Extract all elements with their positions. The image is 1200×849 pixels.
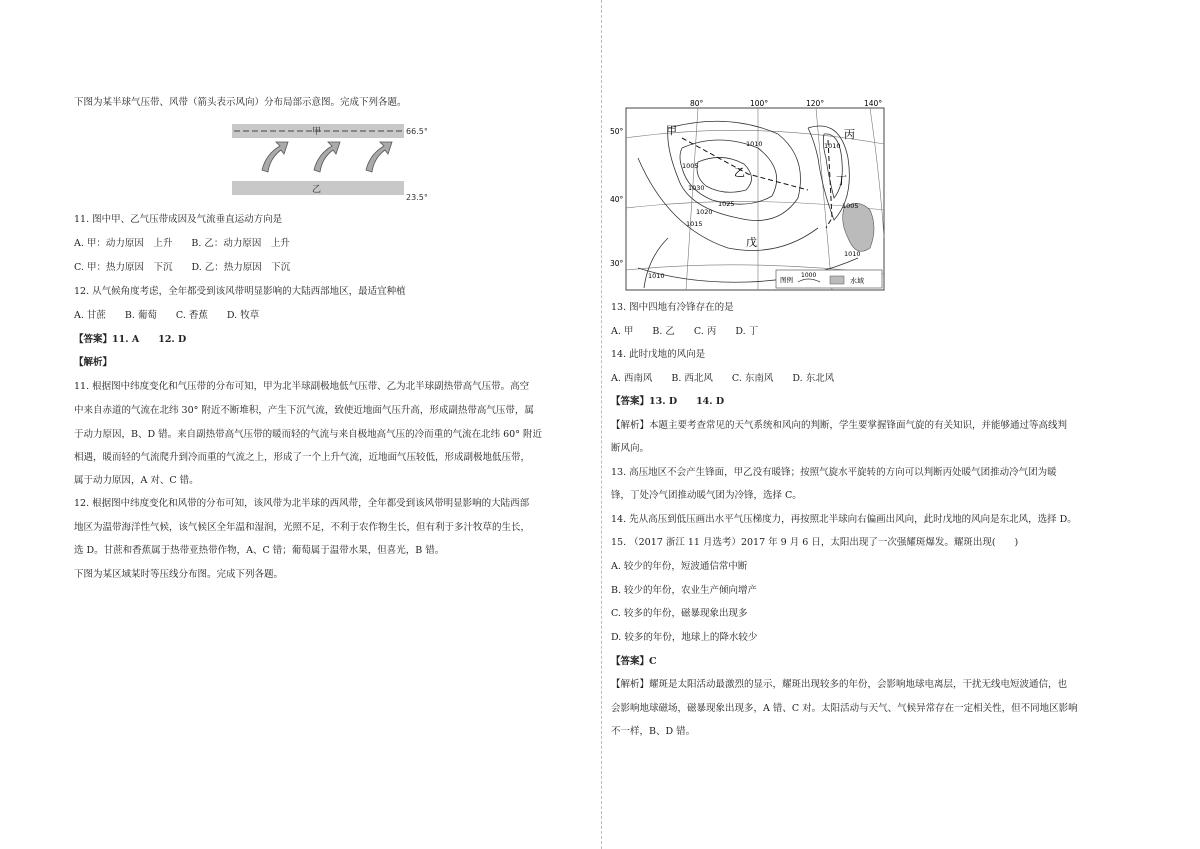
exp12-line: 地区为温带海洋性气候，该气候区全年温和湿润，光照不足，不利于农作物生长，但有利于多汁牧草的生长， (74, 522, 531, 533)
q11-options-cd: C. 甲：热力原因 下沉 D. 乙：热力原因 下沉 (74, 262, 291, 273)
column-divider (601, 0, 602, 849)
analysis-label: 【解析】 (74, 357, 113, 368)
isobar-map (608, 98, 888, 294)
exp12-line: 选 D。甘蔗和香蕉属于热带亚热带作物，A、C 错；葡萄属于温带水果，但喜光，B 错。 (74, 545, 445, 556)
lon-label: 140° (864, 99, 883, 108)
wind-arrow-icon (262, 142, 392, 172)
answer-15: 【答案】C (611, 656, 657, 667)
isobar-value: 1020 (696, 208, 713, 216)
exp15-line: 不一样，B、D 错。 (611, 726, 696, 737)
lat-label: 40° (610, 195, 624, 204)
lat-23: 23.5° (406, 193, 428, 202)
isobar-value: 1025 (718, 200, 735, 208)
analysis-line: 【解析】本题主要考查常见的天气系统和风向的判断，学生要掌握锋面气旋的有关知识，并能够通过等高线判 (611, 420, 1068, 431)
q15-option-a: A. 较少的年份，短波通信常中断 (611, 561, 748, 572)
lon-label: 80° (690, 99, 704, 108)
place-yi: 乙 (734, 166, 745, 179)
legend-water: 水域 (850, 277, 864, 285)
exp11-line: 属于动力原因，A 对、C 错。 (74, 475, 199, 486)
isobar-value: 1030 (688, 184, 705, 192)
lat-label: 50° (610, 127, 624, 136)
isobar-value: 1010 (746, 140, 763, 148)
intro-1: 下图为某半球气压带、风带（箭头表示风向）分布局部示意图。完成下列各题。 (74, 97, 407, 108)
q14-options: A. 西南风 B. 西北风 C. 东南风 D. 东北风 (611, 373, 835, 384)
exp13-line: 13. 高压地区不会产生锋面，甲乙没有暖锋；按照气旋水平旋转的方向可以判断丙处暖气团推动冷气团为暖 (611, 467, 1057, 478)
lat-label: 30° (610, 259, 624, 268)
q11-options-ab: A. 甲：动力原因 上升 B. 乙：动力原因 上升 (74, 238, 290, 249)
exp11-line: 11. 根据图中纬度变化和气压带的分布可知，甲为北半球副极地低气压带、乙为北半球副热带高气压带。高空 (74, 381, 530, 392)
isobar-value: 1010 (824, 142, 841, 150)
exp14-line: 14. 先从高压到低压画出水平气压梯度力，再按照北半球向右偏画出风向，此时戊地的风向是东北风，选择 D。 (611, 514, 1077, 525)
isobar-value: 1005 (842, 202, 859, 210)
label-jia: 甲 (312, 127, 322, 137)
q12-stem: 12. 从气候角度考虑，全年都受到该风带明显影响的大陆西部地区，最适宜种植 (74, 286, 406, 297)
exp11-line: 于动力原因，B、D 错。来自副热带高气压带的暖而轻的气流与来自极地高气压的冷而重的气流在北纬 60° 附近 (74, 429, 542, 440)
q13-options: A. 甲 B. 乙 C. 丙 D. 丁 (611, 326, 759, 337)
legend-title: 图例 (780, 276, 793, 284)
q11-stem: 11. 图中甲、乙气压带成因及气流垂直运动方向是 (74, 214, 283, 225)
analysis-line: 断风向。 (611, 443, 650, 454)
q15-option-c: C. 较多的年份，磁暴现象出现多 (611, 608, 748, 619)
place-bing: 丙 (844, 128, 855, 141)
label-yi: 乙 (312, 185, 322, 195)
exp11-line: 相遇，暖而轻的气流爬升到冷而重的气流之上，形成了一个上升气流，近地面气压较低，形成副极地低压带， (74, 452, 531, 463)
q15-stem: 15. （2017 浙江 11 月选考）2017 年 9 月 6 日，太阳出现了一次强耀斑爆发。耀斑出现( ) (611, 537, 1019, 548)
legend-water-icon (830, 276, 844, 284)
exp12-line: 12. 根据图中纬度变化和风带的分布可知，该风带为北半球的西风带，全年都受到该风带明显影响的大陆西部 (74, 498, 530, 509)
isobar-value: 1015 (686, 220, 703, 228)
lon-label: 100° (750, 99, 769, 108)
isobar-value: 1010 (648, 272, 665, 280)
place-wu: 戊 (746, 236, 757, 249)
q13-stem: 13. 图中四地有冷锋存在的是 (611, 302, 734, 313)
pressure-belt-figure (228, 118, 438, 204)
legend-isobar: 1000 (801, 272, 817, 279)
answer-11-12: 【答案】11. A 12. D (74, 334, 187, 345)
isobar-value: 1010 (844, 250, 861, 258)
place-jia: 甲 (666, 124, 677, 137)
place-ding: 丁 (836, 174, 847, 187)
q15-option-d: D. 较多的年份，地球上的降水较少 (611, 632, 758, 643)
q14-stem: 14. 此时戊地的风向是 (611, 349, 706, 360)
exp13-line: 锋，丁处冷气团推动暖气团为冷锋，选择 C。 (611, 490, 802, 501)
exp15-line: 会影响地球磁场，磁暴现象出现多，A 错、C 对。太阳活动与天气、气候异常存在一定相关性，但不同地区影响 (611, 703, 1078, 714)
intro-2: 下图为某区域某时等压线分布图。完成下列各题。 (74, 569, 284, 580)
isobar-value: 1005 (682, 162, 699, 170)
exp11-line: 中来自赤道的气流在北纬 30° 附近不断堆积，产生下沉气流，致使近地面气压升高，形成副热带高气压带，属 (74, 405, 534, 416)
exp15-line: 【解析】耀斑是太阳活动最激烈的显示，耀斑出现较多的年份，会影响地球电离层，干扰无线电短波通信，也 (611, 679, 1068, 690)
q12-options: A. 甘蔗 B. 葡萄 C. 香蕉 D. 牧草 (74, 310, 260, 321)
lat-66: 66.5° (406, 127, 428, 136)
answer-13-14: 【答案】13. D 14. D (611, 396, 725, 407)
q15-option-b: B. 较少的年份，农业生产倾向增产 (611, 585, 758, 596)
lon-label: 120° (806, 99, 825, 108)
